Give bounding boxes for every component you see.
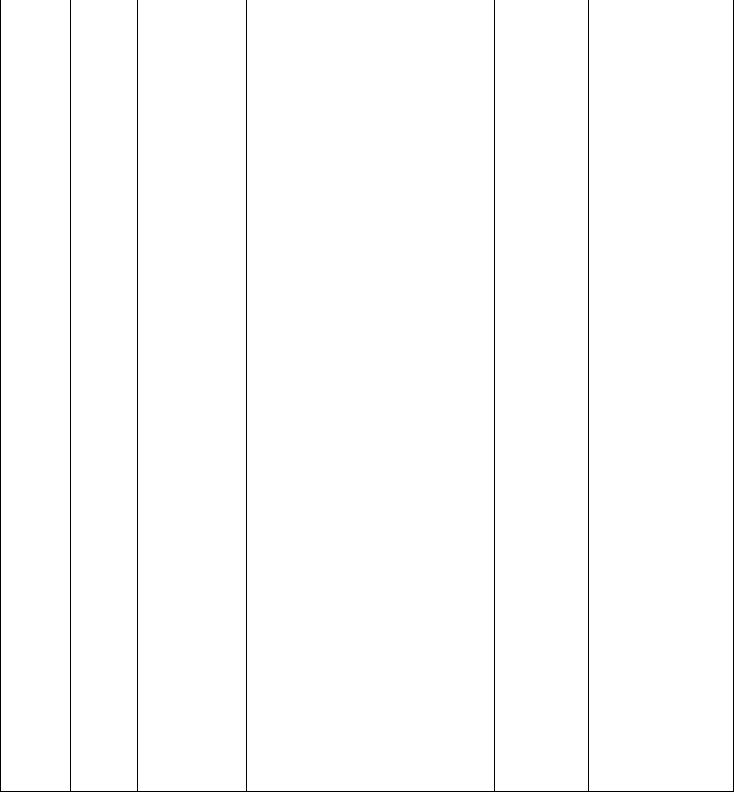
grid-line (0, 791, 734, 792)
grid-line (70, 0, 71, 792)
grid-line (0, 0, 1, 792)
grid-line (588, 0, 589, 792)
grid-line (137, 0, 138, 792)
grid-line (246, 0, 247, 792)
grid-line (494, 0, 495, 792)
